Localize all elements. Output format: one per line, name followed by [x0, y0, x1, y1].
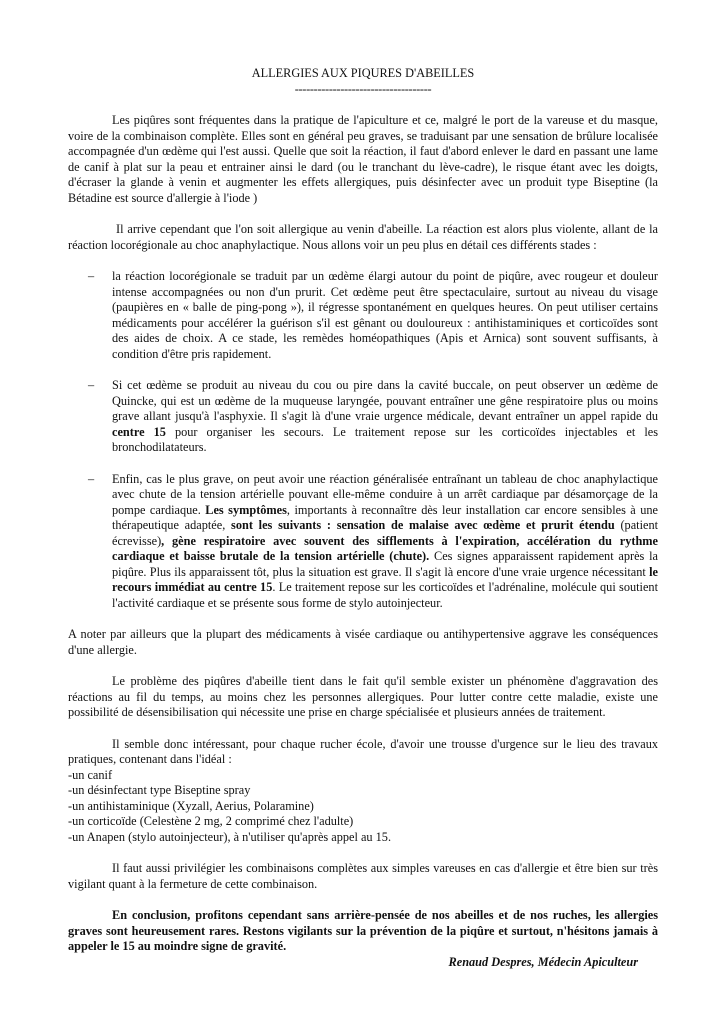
- problem-paragraph: Le problème des piqûres d'abeille tient dans le fait qu'il semble exister un phénomène d'aggravation des réactions au fil du temps, au moins chez les personnes allergiques. Pour lutter contre cette maladie, existe une possibilité de désensibilisation qui nécessite une prise en charge spécialisée et plusieurs années de traitement.: [68, 674, 658, 719]
- stage-text: la réaction locorégionale se traduit par un œdème élargi autour du point de piqûre, avec rougeur et douleur intense accompagnées ou non d'un prurit. Cet œdème peut être spectaculaire, surtout au niveau du visage (paupières en « balle de ping-pong »), il régresse spontanément en quelques heures. On peut utiliser certains médicaments pour accélérer la guérison s'il est gênant ou douloureux : antihistaminiques et corticoïdes sont des aides de choix. A ce stade, les remèdes homéopathiques (Apis et Arnica) sont souvent suffisants, à condition d'être pris rapidement.: [112, 269, 658, 361]
- author-signature: Renaud Despres, Médecin Apiculteur: [448, 954, 638, 969]
- stages-list: [68, 269, 658, 611]
- emphasis-text: Les symptômes: [205, 502, 287, 517]
- stage-text: Si cet œdème se produit au niveau du cou ou pire dans la cavité buccale, on peut observer un œdème de Quincke, qui est un œdème de la muqueuse laryngée, pouvant entraîner une gêne respiratoire plus ou moins grave allant jusqu'à l'asphyxie. Il s'agit là d'une vraie urgence médicale, devant entraîner un appel rapide du: [112, 378, 658, 423]
- kit-item: -un antihistaminique (Xyzall, Aerius, Polaramine): [68, 798, 314, 813]
- kit-item: -un désinfectant type Biseptine spray: [68, 783, 251, 797]
- stage-item: [68, 378, 658, 456]
- kit-item: -un canif: [68, 767, 113, 782]
- stage-text: Ces signes apparaissent rapidement après la piqûre. Plus ils apparaissent tôt, plus la situation est grave. Il s'agit là encore d'une vraie urgence nécessitant: [112, 549, 658, 579]
- kit-intro: Il semble donc intéressant, pour chaque rucher école, d'avoir une trousse d'urgence sur le lieu des travaux pratiques, contenant dans l'idéal :: [68, 736, 658, 766]
- emphasis-text: centre 15: [112, 424, 166, 439]
- stage-text: . Le traitement repose sur les corticoïdes et l'adrénaline, molécule qui soutient l'activité cardiaque et se présente sous forme de stylo autoinjecteur.: [112, 580, 658, 610]
- note-paragraph: A noter par ailleurs que la plupart des médicaments à visée cardiaque ou antihypertensive aggrave les conséquences d'une allergie.: [68, 627, 658, 657]
- stage-item: [68, 269, 658, 362]
- emphasis-text: le recours immédiat au centre 15: [112, 564, 658, 594]
- emergency-kit: [68, 737, 658, 846]
- emphasis-text: , gène respiratoire avec souvent des sifflements à l'expiration, accélération du rythme cardiaque et baisse brutale de la tension artérielle (chute).: [112, 533, 658, 563]
- bullet-dash: –: [88, 378, 95, 392]
- stage-item: [68, 472, 658, 612]
- bullet-dash: –: [88, 269, 95, 283]
- stage-text: (patient écrevisse): [112, 518, 659, 548]
- conclusion-paragraph: En conclusion, profitons cependant sans arrière-pensée de nos abeilles et de nos ruches, les allergies graves sont heureusement rares. Restons vigilants sur la prévention de la piqûre et surtout, n'hésitons jamais à appeler le 15 au moindre signe de gravité.: [68, 908, 658, 953]
- emphasis-text: sont les suivants : sensation de malaise avec œdème et prurit étendu: [231, 518, 615, 532]
- intro-paragraph-1: Les piqûres sont fréquentes dans la pratique de l'apiculture et ce, malgré le port de la vareuse et du masque, voire de la combinaison complète. Elles sont en général peu graves, se traduisant par une sensation de brûlure localisée accompagnée d'un œdème qui l'est aussi. Quelle que soit la réaction, il faut d'abord enlever le dard en passant une lame de canif à plat sur la peau et entrainer ainsi le dard (ou le tranchant du lève-cadre), le risque étant avec les doigts, d'écraser la glande à venin et augmenter les effets allergiques, puis désinfecter avec un produit type Biseptine (la Bétadine est source d'allergie à l'iode ): [68, 113, 658, 205]
- kit-item: -un Anapen (stylo autoinjecteur), à n'utiliser qu'après appel au 15.: [68, 829, 392, 844]
- intro-paragraph-2: Il arrive cependant que l'on soit allergique au venin d'abeille. La réaction est alors plus violente, allant de la réaction locorégionale au choc anaphylactique. Nous allons voir un peu plus en détail ces différents stades :: [68, 222, 658, 252]
- stage-text: pour organiser les secours. Le traitement repose sur les corticoïdes injectables et les bronchodilatateurs.: [112, 424, 658, 454]
- title-underline: ------------------------------------: [294, 81, 432, 96]
- document-title: ALLERGIES AUX PIQURES D'ABEILLES: [251, 66, 475, 80]
- stage-text: , importants à reconnaître dès leur installation car encore sensibles à une thérapeutique adaptée,: [112, 502, 658, 532]
- document-body: [68, 66, 658, 970]
- bullet-dash: –: [88, 471, 95, 486]
- stage-text: Enfin, cas le plus grave, on peut avoir une réaction généralisée entraînant un tableau de choc anaphylactique avec chute de la tension artérielle pouvant elle-même conduire à un arrêt cardiaque par désamorçage de la pompe cardiaque.: [112, 471, 658, 517]
- kit-item: -un corticoïde (Celestène 2 mg, 2 comprimé chez l'adulte): [68, 814, 354, 828]
- combinations-paragraph: Il faut aussi privilégier les combinaisons complètes aux simples vareuses en cas d'allergie et être bien sur très vigilant quant à la fermeture de cette combinaison.: [68, 861, 658, 891]
